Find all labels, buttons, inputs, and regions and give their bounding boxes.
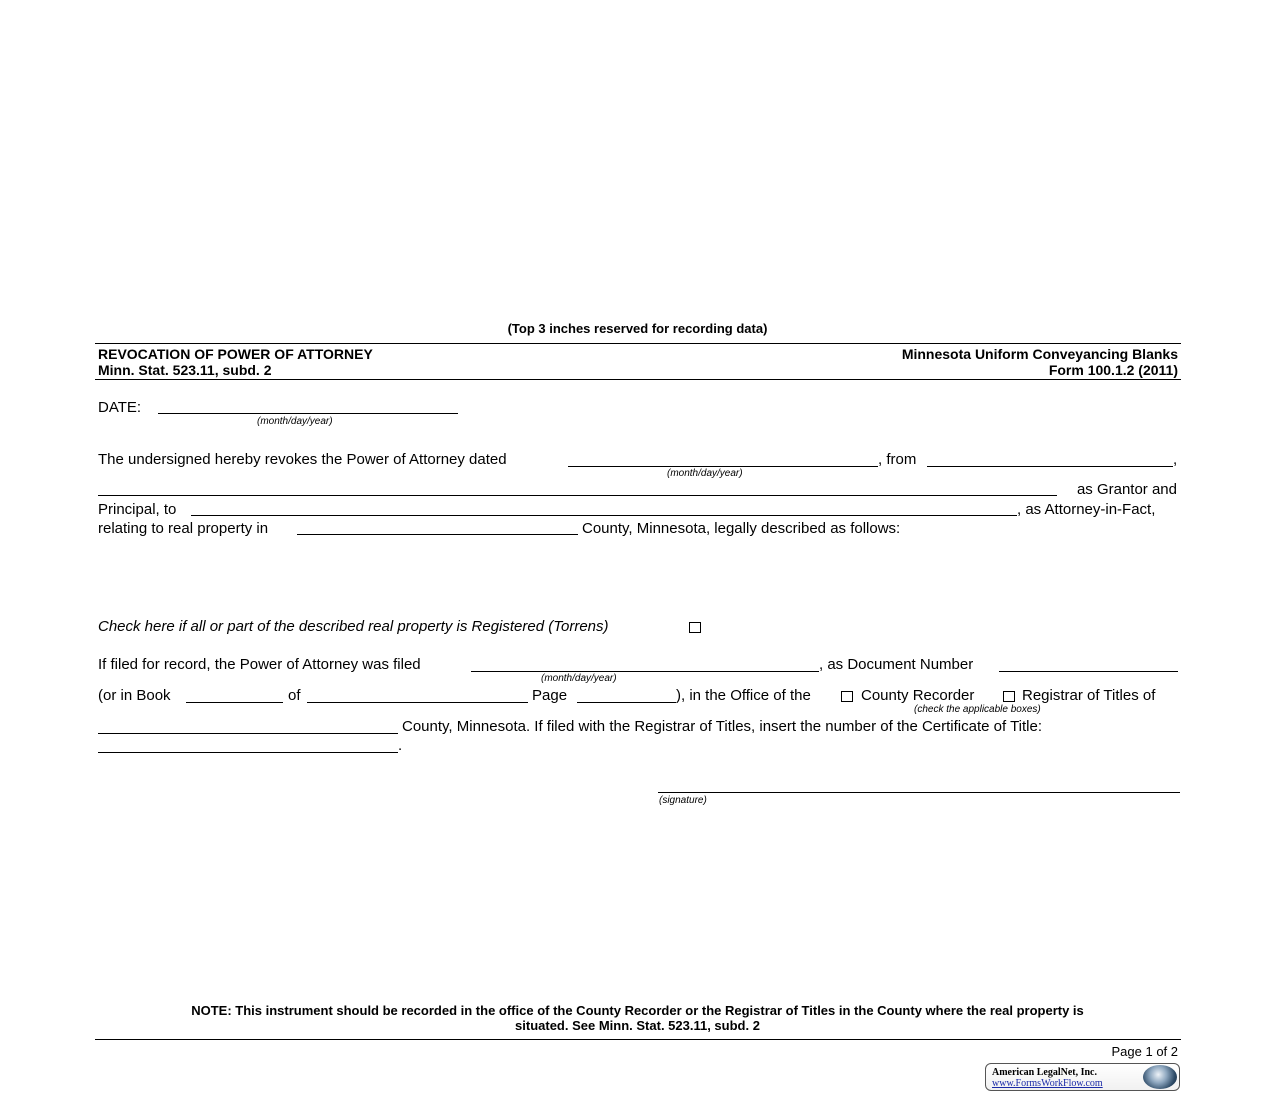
filed-date-hint: (month/day/year): [541, 673, 617, 684]
of-field[interactable]: [307, 702, 528, 703]
header-top-rule: [95, 343, 1181, 344]
globe-icon: [1143, 1065, 1177, 1089]
of-text: of: [288, 687, 301, 704]
relating-text: relating to real property in: [98, 520, 269, 537]
page-number: Page 1 of 2: [1111, 1044, 1178, 1059]
county-text: County, Minnesota, legally described as follows:: [582, 520, 901, 537]
trailing-comma: ,: [1173, 451, 1178, 468]
form-title: REVOCATION OF POWER OF ATTORNEY: [98, 346, 373, 362]
period: .: [398, 737, 403, 754]
page-field[interactable]: [577, 702, 676, 703]
forms-workflow-logo[interactable]: [985, 1063, 1180, 1091]
book-field[interactable]: [186, 702, 283, 703]
attorney-text: , as Attorney-in-Fact,: [1017, 501, 1156, 518]
date-hint: (month/day/year): [257, 416, 333, 427]
county-mn-text: County, Minnesota. If filed with the Registrar of Titles, insert the number of the Certificate of Title:: [402, 718, 1043, 735]
header-bottom-rule: [95, 379, 1181, 380]
doc-number-field[interactable]: [999, 671, 1178, 672]
torrens-label: Check here if all or part of the described real property is Registered (Torrens): [98, 618, 609, 635]
form-publisher: Minnesota Uniform Conveyancing Blanks: [901, 346, 1178, 362]
logo-company-name: American LegalNet, Inc.: [992, 1067, 1097, 1078]
registrar-county-field[interactable]: [98, 733, 398, 734]
torrens-checkbox[interactable]: [689, 622, 701, 633]
footer-rule: [95, 1039, 1181, 1040]
grantor-name-field[interactable]: [927, 466, 1173, 467]
from-text: , from: [878, 451, 917, 468]
attorney-name-field[interactable]: [191, 515, 1017, 516]
registrar-label: Registrar of Titles of: [1022, 687, 1156, 704]
poa-dated-hint: (month/day/year): [667, 468, 743, 479]
filed-date-field[interactable]: [471, 671, 819, 672]
logo-url-link[interactable]: www.FormsWorkFlow.com: [992, 1078, 1103, 1089]
footer-note-line1: NOTE: This instrument should be recorded in the office of the County Recorder or the Registrar of Titles in the County where the real property is: [191, 1003, 1084, 1018]
county-recorder-label: County Recorder: [861, 687, 975, 704]
form-number: Form 100.1.2 (2011): [1048, 362, 1178, 378]
revokes-text: The undersigned hereby revokes the Power of Attorney dated: [98, 451, 507, 468]
certificate-number-field[interactable]: [98, 752, 398, 753]
book-text: (or in Book: [98, 687, 171, 704]
signature-hint: (signature): [659, 795, 707, 806]
poa-dated-field[interactable]: [568, 466, 878, 467]
date-field[interactable]: [158, 413, 458, 414]
signature-field[interactable]: [658, 792, 1180, 793]
county-recorder-checkbox[interactable]: [841, 691, 853, 702]
grantor-text: as Grantor and: [1076, 481, 1177, 498]
form-statute: Minn. Stat. 523.11, subd. 2: [98, 362, 272, 378]
county-field[interactable]: [297, 534, 578, 535]
filed-text: If filed for record, the Power of Attorney was filed: [98, 656, 421, 673]
doc-number-text: , as Document Number: [819, 656, 974, 673]
reserved-note: (Top 3 inches reserved for recording data): [507, 321, 768, 336]
check-boxes-hint: (check the applicable boxes): [914, 704, 1041, 715]
footer-note-line2: situated. See Minn. Stat. 523.11, subd. 2: [515, 1018, 760, 1033]
grantor-name-field-2[interactable]: [98, 495, 1057, 496]
registrar-checkbox[interactable]: [1003, 691, 1015, 702]
principal-text: Principal, to: [98, 501, 177, 518]
date-label: DATE:: [98, 399, 142, 416]
office-text: ), in the Office of the: [676, 687, 811, 704]
page-text: Page: [532, 687, 568, 704]
